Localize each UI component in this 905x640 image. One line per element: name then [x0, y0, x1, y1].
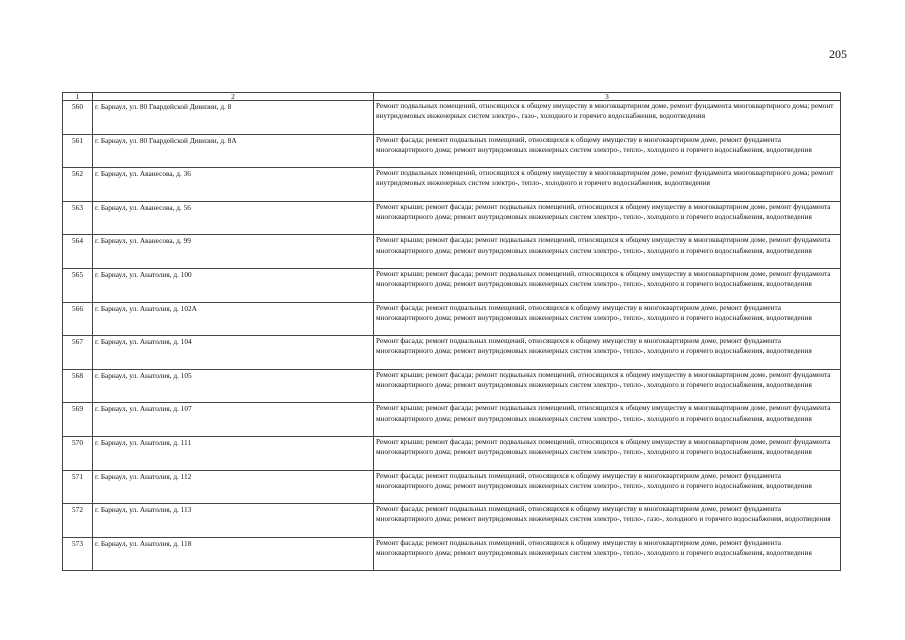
table-body — [63, 101, 841, 571]
works-cell: Ремонт фасада; ремонт подвальных помещений, относящихся к общему имуществу в многоквартирном доме, ремонт фундамента многоквартирного дома; ремонт внутридомовых инженерных систем электро-, тепло-, холодного и горячего водоснабжения, водоотведения — [374, 336, 841, 370]
works-cell: Ремонт фасада; ремонт подвальных помещений, относящихся к общему имуществу в многоквартирном доме, ремонт фундамента многоквартирного дома; ремонт внутридомовых инженерных систем электро-, тепло-, газо-, холодного и горячего водоснабжения, водоотведения — [374, 504, 841, 538]
works-cell: Ремонт фасада; ремонт подвальных помещений, относящихся к общему имуществу в многоквартирном доме, ремонт фундамента многоквартирного дома; ремонт внутридомовых инженерных систем электро-, тепло-, холодного и горячего водоснабжения, водоотведения — [374, 302, 841, 336]
address-cell: г. Барнаул, ул. Аванесова, д. 99 — [93, 235, 374, 269]
works-cell: Ремонт фасада; ремонт подвальных помещений, относящихся к общему имуществу в многоквартирном доме, ремонт фундамента многоквартирного дома; ремонт внутридомовых инженерных систем электро-, тепло-, холодного и горячего водоснабжения, водоотведения — [374, 470, 841, 504]
row-number-cell: 571 — [63, 470, 93, 504]
address-cell: г. Барнаул, ул. Анатолия, д. 112 — [93, 470, 374, 504]
address-cell: г. Барнаул, ул. Анатолия, д. 102А — [93, 302, 374, 336]
row-number-cell: 573 — [63, 537, 93, 571]
row-number-cell: 565 — [63, 268, 93, 302]
table-row — [63, 470, 841, 504]
works-cell: Ремонт крыши; ремонт фасада; ремонт подвальных помещений, относящихся к общему имуществу в многоквартирном доме, ремонт фундамента многоквартирного дома; ремонт внутридомовых инженерных систем электро-, тепло-, холодного и горячего водоснабжения, водоотведения — [374, 436, 841, 470]
works-cell: Ремонт крыши; ремонт фасада; ремонт подвальных помещений, относящихся к общему имуществу в многоквартирном доме, ремонт фундамента многоквартирного дома; ремонт внутридомовых инженерных систем электро-, тепло-, холодного и горячего водоснабжения, водоотведения — [374, 268, 841, 302]
table-row — [63, 336, 841, 370]
address-cell: г. Барнаул, ул. Анатолия, д. 105 — [93, 369, 374, 403]
repair-registry-table — [62, 92, 841, 571]
table-row — [63, 369, 841, 403]
table-row — [63, 436, 841, 470]
table-row — [63, 403, 841, 437]
column-header-number: 1 — [63, 93, 93, 101]
works-cell: Ремонт крыши; ремонт фасада; ремонт подвальных помещений, относящихся к общему имуществу в многоквартирном доме, ремонт фундамента многоквартирного дома; ремонт внутридомовых инженерных систем электро-, тепло-, холодного и горячего водоснабжения, водоотведения — [374, 403, 841, 437]
row-number-cell: 570 — [63, 436, 93, 470]
table-row — [63, 201, 841, 235]
table-row — [63, 134, 841, 168]
row-number-cell: 568 — [63, 369, 93, 403]
address-cell: г. Барнаул, ул. 80 Гвардейской Дивизии, д. 8А — [93, 134, 374, 168]
address-cell: г. Барнаул, ул. Анатолия, д. 111 — [93, 436, 374, 470]
address-cell: г. Барнаул, ул. Анатолия, д. 113 — [93, 504, 374, 538]
row-number-cell: 564 — [63, 235, 93, 269]
row-number-cell: 563 — [63, 201, 93, 235]
row-number-cell: 566 — [63, 302, 93, 336]
table-row — [63, 101, 841, 135]
works-cell: Ремонт фасада; ремонт подвальных помещений, относящихся к общему имуществу в многоквартирном доме, ремонт фундамента многоквартирного дома; ремонт внутридомовых инженерных систем электро-, тепло-, холодного и горячего водоснабжения, водоотведения — [374, 134, 841, 168]
address-cell: г. Барнаул, ул. 80 Гвардейской Дивизии, д. 8 — [93, 101, 374, 135]
works-cell: Ремонт подвальных помещений, относящихся к общему имуществу в многоквартирном доме, ремонт фундамента многоквартирного дома; ремонт внутридомовых инженерных систем электро-, тепло-, холодного и горячего водоснабжения, водоотведения — [374, 168, 841, 202]
works-cell: Ремонт крыши; ремонт фасада; ремонт подвальных помещений, относящихся к общему имуществу в многоквартирном доме, ремонт фундамента многоквартирного дома; ремонт внутридомовых инженерных систем электро-, тепло-, холодного и горячего водоснабжения, водоотведения — [374, 235, 841, 269]
address-cell: г. Барнаул, ул. Анатолия, д. 104 — [93, 336, 374, 370]
row-number-cell: 567 — [63, 336, 93, 370]
row-number-cell: 560 — [63, 101, 93, 135]
address-cell: г. Барнаул, ул. Аванесова, д. 56 — [93, 201, 374, 235]
page-number: 205 — [829, 47, 847, 61]
address-cell: г. Барнаул, ул. Анатолия, д. 100 — [93, 268, 374, 302]
works-cell: Ремонт фасада; ремонт подвальных помещений, относящихся к общему имуществу в многоквартирном доме, ремонт фундамента многоквартирного дома; ремонт внутридомовых инженерных систем электро-, тепло-, холодного и горячего водоснабжения, водоотведения — [374, 537, 841, 571]
row-number-cell: 562 — [63, 168, 93, 202]
table-row — [63, 268, 841, 302]
address-cell: г. Барнаул, ул. Аванесова, д. 36 — [93, 168, 374, 202]
address-cell: г. Барнаул, ул. Анатолия, д. 107 — [93, 403, 374, 437]
table-row — [63, 168, 841, 202]
table-row — [63, 537, 841, 571]
table-row — [63, 302, 841, 336]
column-header-works: 3 — [374, 93, 841, 101]
row-number-cell: 572 — [63, 504, 93, 538]
row-number-cell: 569 — [63, 403, 93, 437]
works-cell: Ремонт крыши; ремонт фасада; ремонт подвальных помещений, относящихся к общему имуществу в многоквартирном доме, ремонт фундамента многоквартирного дома; ремонт внутридомовых инженерных систем электро-, тепло-, холодного и горячего водоснабжения, водоотведения — [374, 201, 841, 235]
table-row — [63, 504, 841, 538]
table-row — [63, 235, 841, 269]
table-header-row — [63, 93, 841, 101]
column-header-address: 2 — [93, 93, 374, 101]
row-number-cell: 561 — [63, 134, 93, 168]
address-cell: г. Барнаул, ул. Анатолия, д. 118 — [93, 537, 374, 571]
works-cell: Ремонт крыши; ремонт фасада; ремонт подвальных помещений, относящихся к общему имуществу в многоквартирном доме, ремонт фундамента многоквартирного дома; ремонт внутридомовых инженерных систем электро-, тепло-, холодного и горячего водоснабжения, водоотведения — [374, 369, 841, 403]
works-cell: Ремонт подвальных помещений, относящихся к общему имуществу в многоквартирном доме, ремонт фундамента многоквартирного дома; ремонт внутридомовых инженерных систем электро-, газо-, холодного и горячего водоснабжения, водоотведения — [374, 101, 841, 135]
